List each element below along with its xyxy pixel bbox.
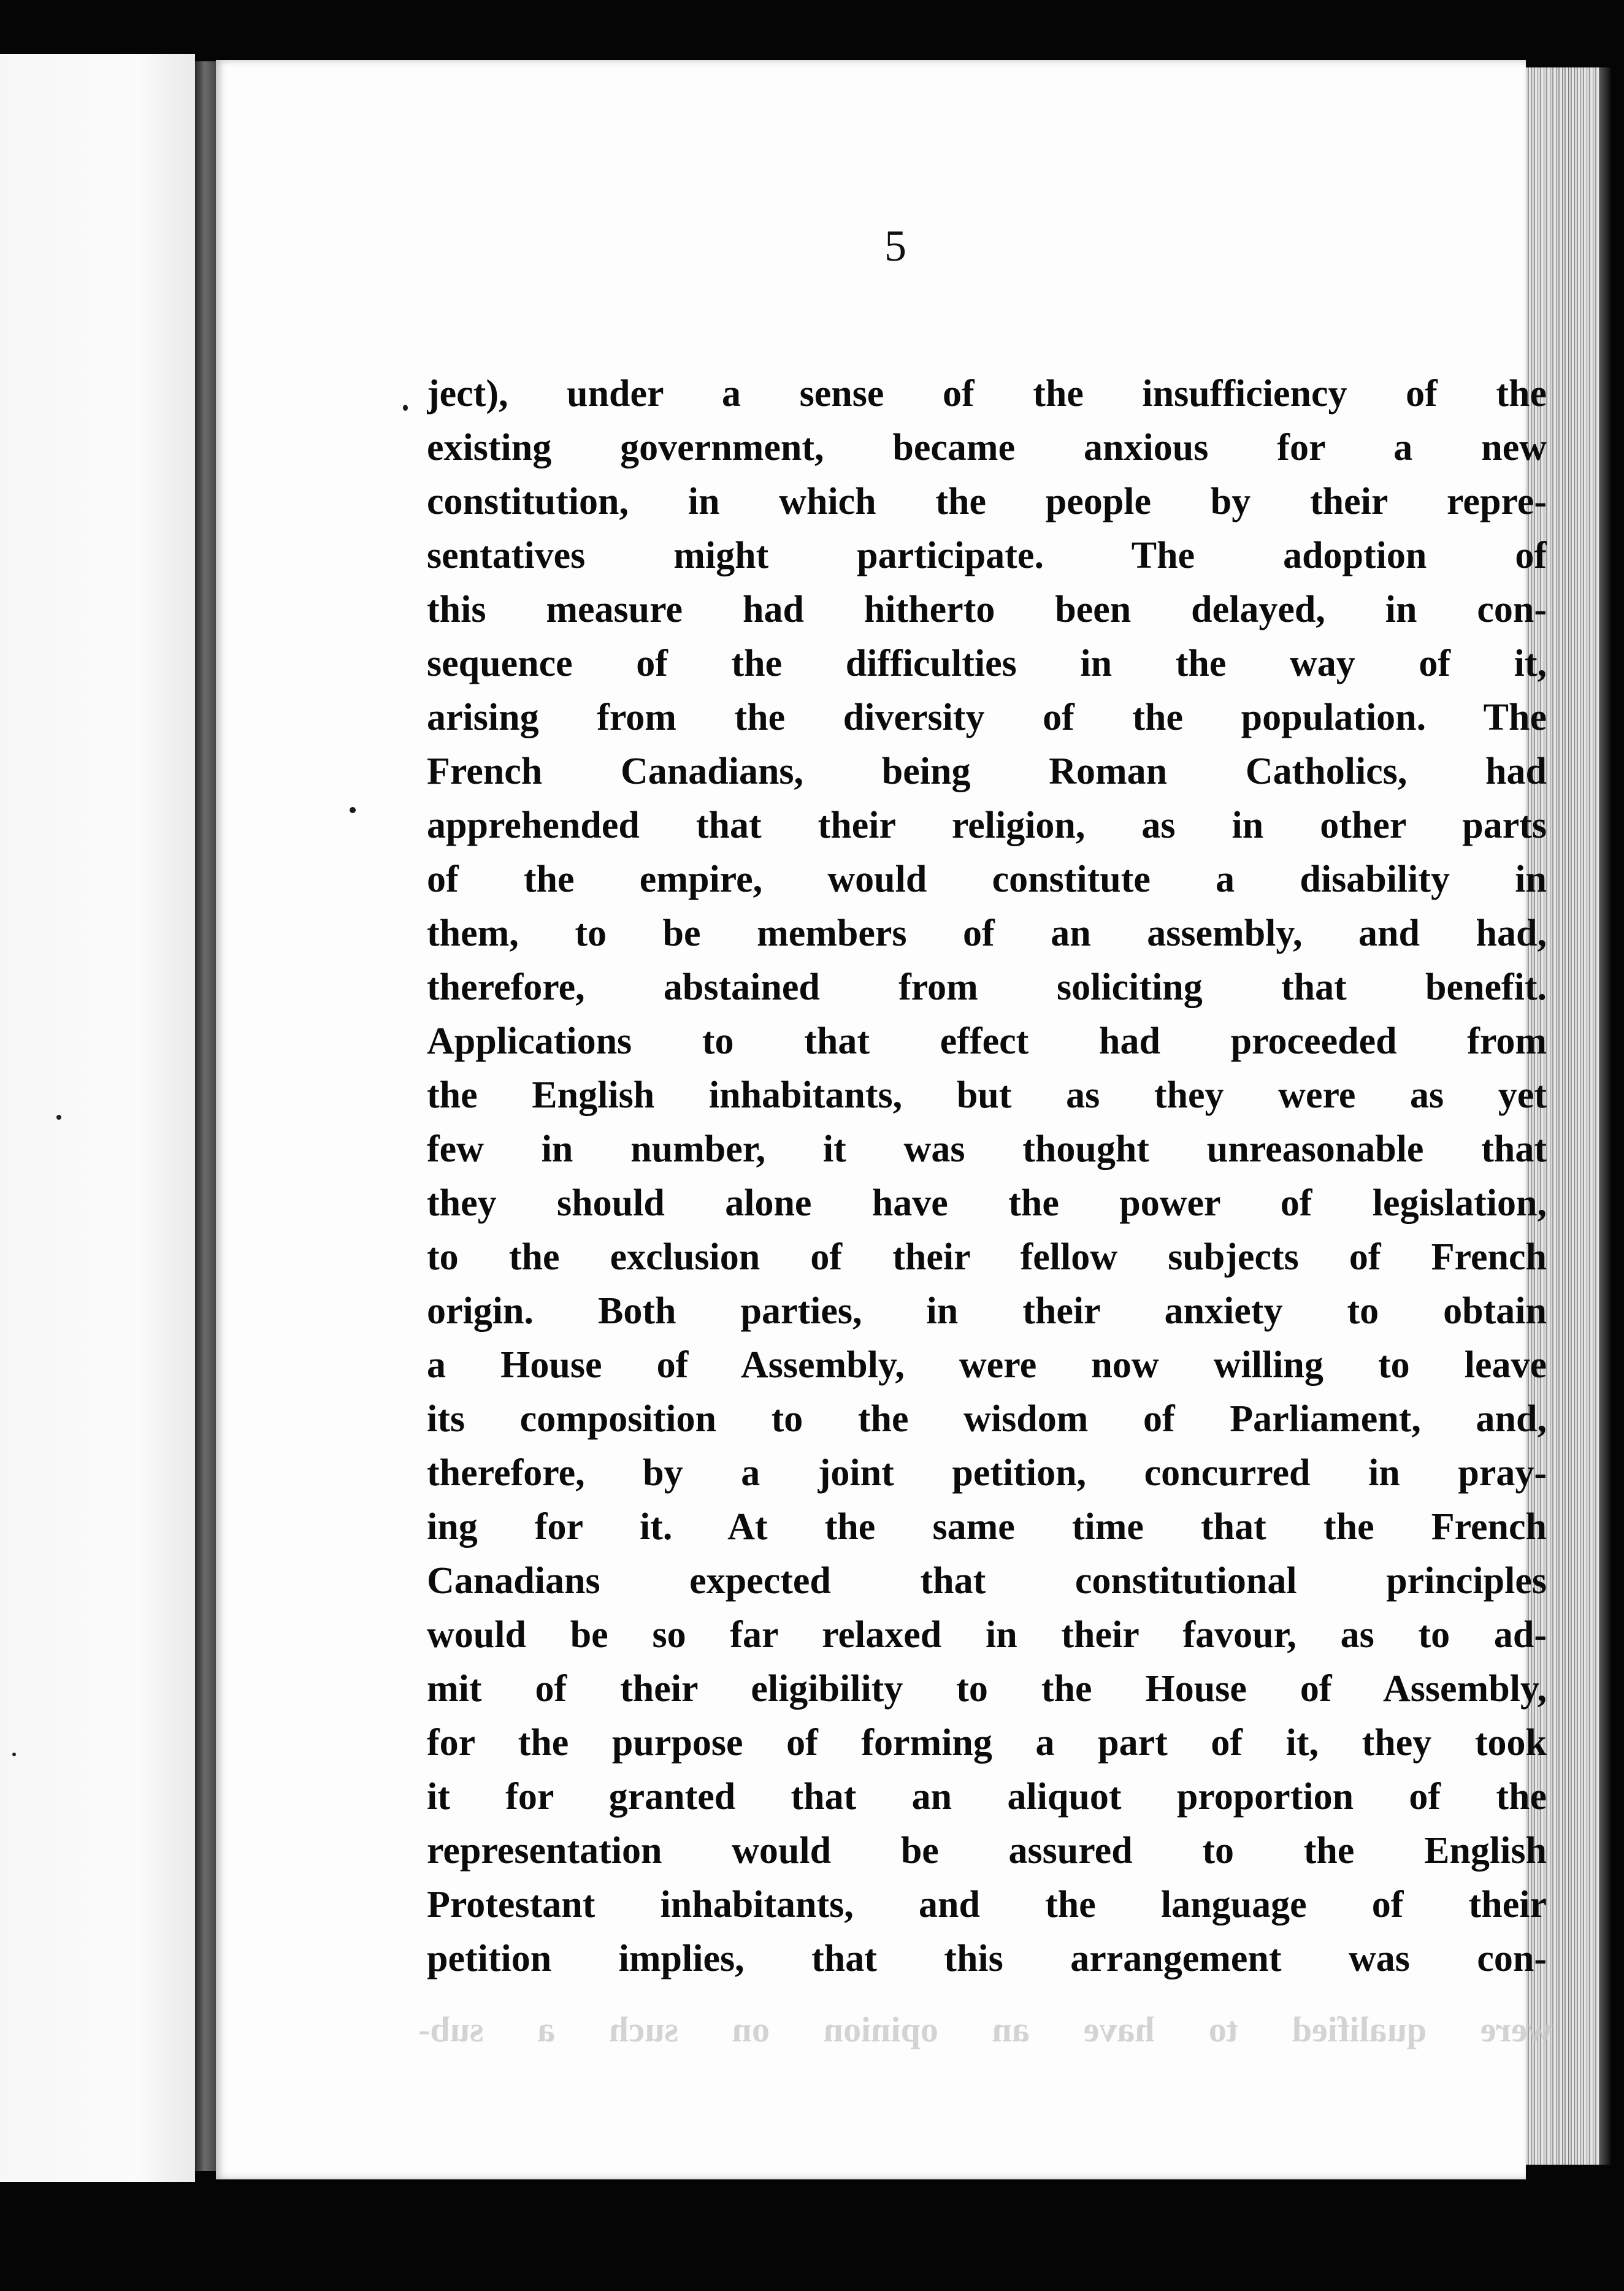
text-line: they should alone have the power of legislation, xyxy=(427,1182,1547,1224)
text-line: for the purpose of forming a part of it, they took xyxy=(427,1722,1547,1764)
page-speck xyxy=(12,1753,16,1756)
page-speck xyxy=(350,807,356,813)
page-speck xyxy=(403,405,408,411)
text-line: therefore, abstained from soliciting that benefit. xyxy=(427,966,1547,1008)
text-line: representation would be assured to the English xyxy=(427,1830,1547,1872)
text-line: therefore, by a joint petition, concurred in pray- xyxy=(427,1452,1547,1494)
text-line: sentatives might participate. The adoption of xyxy=(427,535,1547,576)
text-line: ject), under a sense of the insufficiency of the xyxy=(427,373,1547,415)
text-line: to the exclusion of their fellow subjects of French xyxy=(427,1236,1547,1278)
text-line: this measure had hitherto been delayed, in con- xyxy=(427,589,1547,630)
text-line: existing government, became anxious for a new xyxy=(427,427,1547,469)
text-line: petition implies, that this arrangement was con- xyxy=(427,1938,1547,1979)
text-line: sequence of the difficulties in the way of it, xyxy=(427,643,1547,684)
text-line: the English inhabitants, but as they were as yet xyxy=(427,1074,1547,1116)
text-line: ing for it. At the same time that the French xyxy=(427,1506,1547,1548)
show-through-text: were qualified to have an opinion on such a sub- xyxy=(418,2010,1553,2049)
text-line: few in number, it was thought unreasonable that xyxy=(427,1128,1547,1170)
text-line: constitution, in which the people by their repre- xyxy=(427,481,1547,522)
book-page xyxy=(216,60,1553,2179)
page-speck xyxy=(56,1115,61,1120)
text-line: of the empire, would constitute a disability in xyxy=(427,859,1547,900)
text-line: mit of their eligibility to the House of Assembly, xyxy=(427,1668,1547,1710)
text-line: its composition to the wisdom of Parliament, and, xyxy=(427,1398,1547,1440)
text-line: French Canadians, being Roman Catholics, had xyxy=(427,751,1547,792)
facing-page-left xyxy=(0,54,195,2182)
text-line: Canadians expected that constitutional principles xyxy=(427,1560,1547,1602)
text-line: arising from the diversity of the population. The xyxy=(427,697,1547,738)
text-line: origin. Both parties, in their anxiety to obtain xyxy=(427,1290,1547,1332)
text-line: Protestant inhabitants, and the language of their xyxy=(427,1884,1547,1926)
body-text xyxy=(427,367,1547,1986)
text-line: them, to be members of an assembly, and had, xyxy=(427,912,1547,954)
text-line: would be so far relaxed in their favour, as to ad- xyxy=(427,1614,1547,1656)
page-number: 5 xyxy=(884,221,906,270)
text-line: apprehended that their religion, as in other parts xyxy=(427,805,1547,846)
text-line: a House of Assembly, were now willing to leave xyxy=(427,1344,1547,1386)
text-line: Applications to that effect had proceeded from xyxy=(427,1020,1547,1062)
text-line: it for granted that an aliquot proportion of the xyxy=(427,1776,1547,1818)
